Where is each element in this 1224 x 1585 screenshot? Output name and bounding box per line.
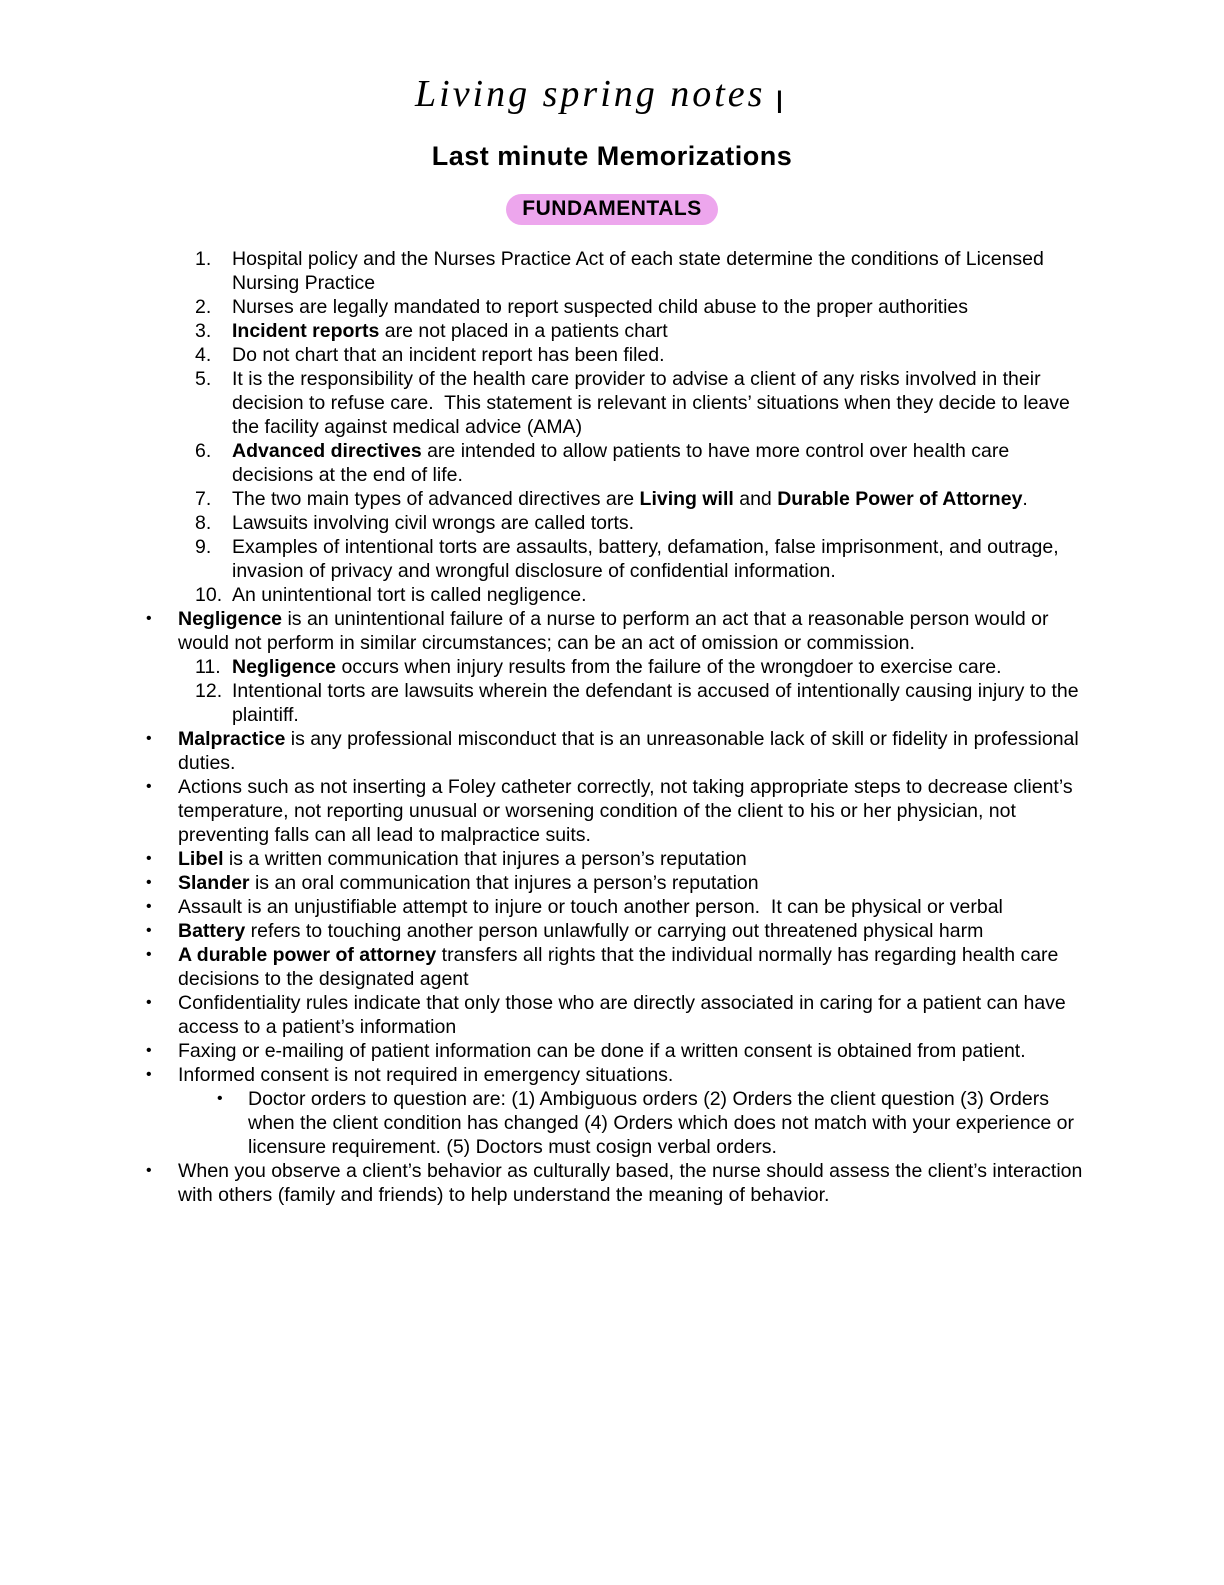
bullet-item bbox=[0, 943, 1224, 991]
item-number: 5. bbox=[195, 368, 212, 390]
item-number: 2. bbox=[195, 296, 212, 318]
item-text: Intentional torts are lawsuits wherein the defendant is accused of intentionally causing injury to the plaintiff. bbox=[232, 680, 1085, 726]
item-text: Negligence is an unintentional failure of a nurse to perform an act that a reasonable person would or would not perform in similar circumstances; can be an act of omission or commission. bbox=[178, 608, 1054, 654]
bullet-item bbox=[0, 871, 1224, 895]
item-number: 3. bbox=[195, 320, 212, 342]
bullet-icon: • bbox=[146, 946, 152, 963]
item-number: 8. bbox=[195, 512, 212, 534]
item-text: When you observe a client’s behavior as culturally based, the nurse should assess the client’s interaction with others (family and friends) to help understand the meaning of behavior. bbox=[178, 1160, 1088, 1206]
bullet-item bbox=[0, 607, 1224, 655]
page-mark: I bbox=[775, 84, 784, 120]
item-text: Advanced directives are intended to allow patients to have more control over health care decisions at the end of life. bbox=[232, 440, 1015, 486]
bullet-item bbox=[0, 847, 1224, 871]
bullet-item bbox=[0, 1087, 1224, 1159]
item-text: Negligence occurs when injury results from the failure of the wrongdoer to exercise care. bbox=[232, 656, 1002, 678]
item-number: 10. bbox=[195, 584, 223, 606]
bullet-item bbox=[0, 895, 1224, 919]
item-text: Assault is an unjustifiable attempt to injure or touch another person. It can be physical or verbal bbox=[178, 896, 1003, 918]
numbered-item bbox=[0, 367, 1224, 439]
notes-list bbox=[0, 247, 1224, 1207]
document-title: Last minute Memorizations bbox=[431, 141, 793, 171]
bullet-icon: • bbox=[146, 1066, 152, 1083]
item-number: 4. bbox=[195, 344, 212, 366]
bullet-icon: • bbox=[146, 922, 152, 939]
item-text: Libel is a written communication that injures a person’s reputation bbox=[178, 848, 747, 870]
bullet-item bbox=[0, 919, 1224, 943]
bullet-icon: • bbox=[146, 610, 152, 627]
numbered-item bbox=[0, 511, 1224, 535]
numbered-item bbox=[0, 655, 1224, 679]
item-text: The two main types of advanced directives are Living will and Durable Power of Attorney. bbox=[232, 488, 1028, 510]
item-number: 1. bbox=[195, 248, 212, 270]
bullet-icon: • bbox=[146, 1042, 152, 1059]
item-text: Battery refers to touching another person unlawfully or carrying out threatened physical harm bbox=[178, 920, 984, 942]
item-text: An unintentional tort is called negligence. bbox=[232, 584, 587, 606]
item-text: Doctor orders to question are: (1) Ambiguous orders (2) Orders the client question (3) Orders when the client condition has changed (4) Orders which does not match with your experience or licensure requirement. (5) Doctors must cosign verbal orders. bbox=[248, 1088, 1080, 1158]
handwritten-title: Living spring notes bbox=[415, 73, 766, 115]
item-text: Confidentiality rules indicate that only those who are directly associated in caring for a patient can have access to a patient’s information bbox=[178, 992, 1072, 1038]
bullet-item bbox=[0, 1063, 1224, 1087]
item-text: It is the responsibility of the health care provider to advise a client of any risks involved in their decision to refuse care. This statement is relevant in clients’ situations when they decide to leave the facility against medical advice (AMA) bbox=[232, 368, 1076, 438]
bullet-item bbox=[0, 991, 1224, 1039]
item-text: Do not chart that an incident report has been filed. bbox=[232, 344, 665, 366]
numbered-item bbox=[0, 487, 1224, 511]
numbered-item bbox=[0, 295, 1224, 319]
numbered-item bbox=[0, 439, 1224, 487]
bullet-icon: • bbox=[146, 994, 152, 1011]
section-badge: FUNDAMENTALS bbox=[506, 194, 717, 225]
item-number: 11. bbox=[195, 656, 221, 678]
bullet-icon: • bbox=[146, 730, 152, 747]
item-text: Examples of intentional torts are assaults, battery, defamation, false imprisonment, and outrage, invasion of privacy and wrongful disclosure of confidential information. bbox=[232, 536, 1065, 582]
numbered-item bbox=[0, 535, 1224, 583]
bullet-icon: • bbox=[146, 778, 152, 795]
bullet-icon: • bbox=[146, 898, 152, 915]
item-number: 6. bbox=[195, 440, 212, 462]
numbered-item bbox=[0, 583, 1224, 607]
section-badge-row bbox=[0, 194, 1224, 225]
numbered-item bbox=[0, 319, 1224, 343]
numbered-item bbox=[0, 343, 1224, 367]
item-text: Hospital policy and the Nurses Practice Act of each state determine the conditions of Licensed Nursing Practice bbox=[232, 248, 1055, 294]
item-number: 12. bbox=[195, 680, 223, 702]
bullet-icon: • bbox=[217, 1090, 223, 1107]
item-text: A durable power of attorney transfers all rights that the individual normally has regarding health care decisions to the designated agent bbox=[178, 944, 1064, 990]
item-text: Slander is an oral communication that injures a person’s reputation bbox=[178, 872, 759, 894]
item-text: Faxing or e-mailing of patient information can be done if a written consent is obtained from patient. bbox=[178, 1040, 1026, 1062]
item-number: 7. bbox=[195, 488, 212, 510]
bullet-item bbox=[0, 775, 1224, 847]
item-text: Actions such as not inserting a Foley catheter correctly, not taking appropriate steps to decrease client’s temperature, not reporting unusual or worsening condition of the client to his or her physician, not preventing falls can all lead to malpractice suits. bbox=[178, 776, 1079, 846]
numbered-item bbox=[0, 679, 1224, 727]
bullet-item bbox=[0, 1159, 1224, 1207]
item-text: Lawsuits involving civil wrongs are called torts. bbox=[232, 512, 635, 534]
item-number: 9. bbox=[195, 536, 212, 558]
bullet-item bbox=[0, 1039, 1224, 1063]
bullet-icon: • bbox=[146, 874, 152, 891]
numbered-item bbox=[0, 247, 1224, 295]
bullet-icon: • bbox=[146, 850, 152, 867]
item-text: Informed consent is not required in emergency situations. bbox=[178, 1064, 674, 1086]
item-text: Nurses are legally mandated to report suspected child abuse to the proper authorities bbox=[232, 296, 969, 318]
item-text: Malpractice is any professional misconduct that is an unreasonable lack of skill or fidelity in professional duties. bbox=[178, 728, 1085, 774]
bullet-item bbox=[0, 727, 1224, 775]
bullet-icon: • bbox=[146, 1162, 152, 1179]
item-text: Incident reports are not placed in a patients chart bbox=[232, 320, 668, 342]
